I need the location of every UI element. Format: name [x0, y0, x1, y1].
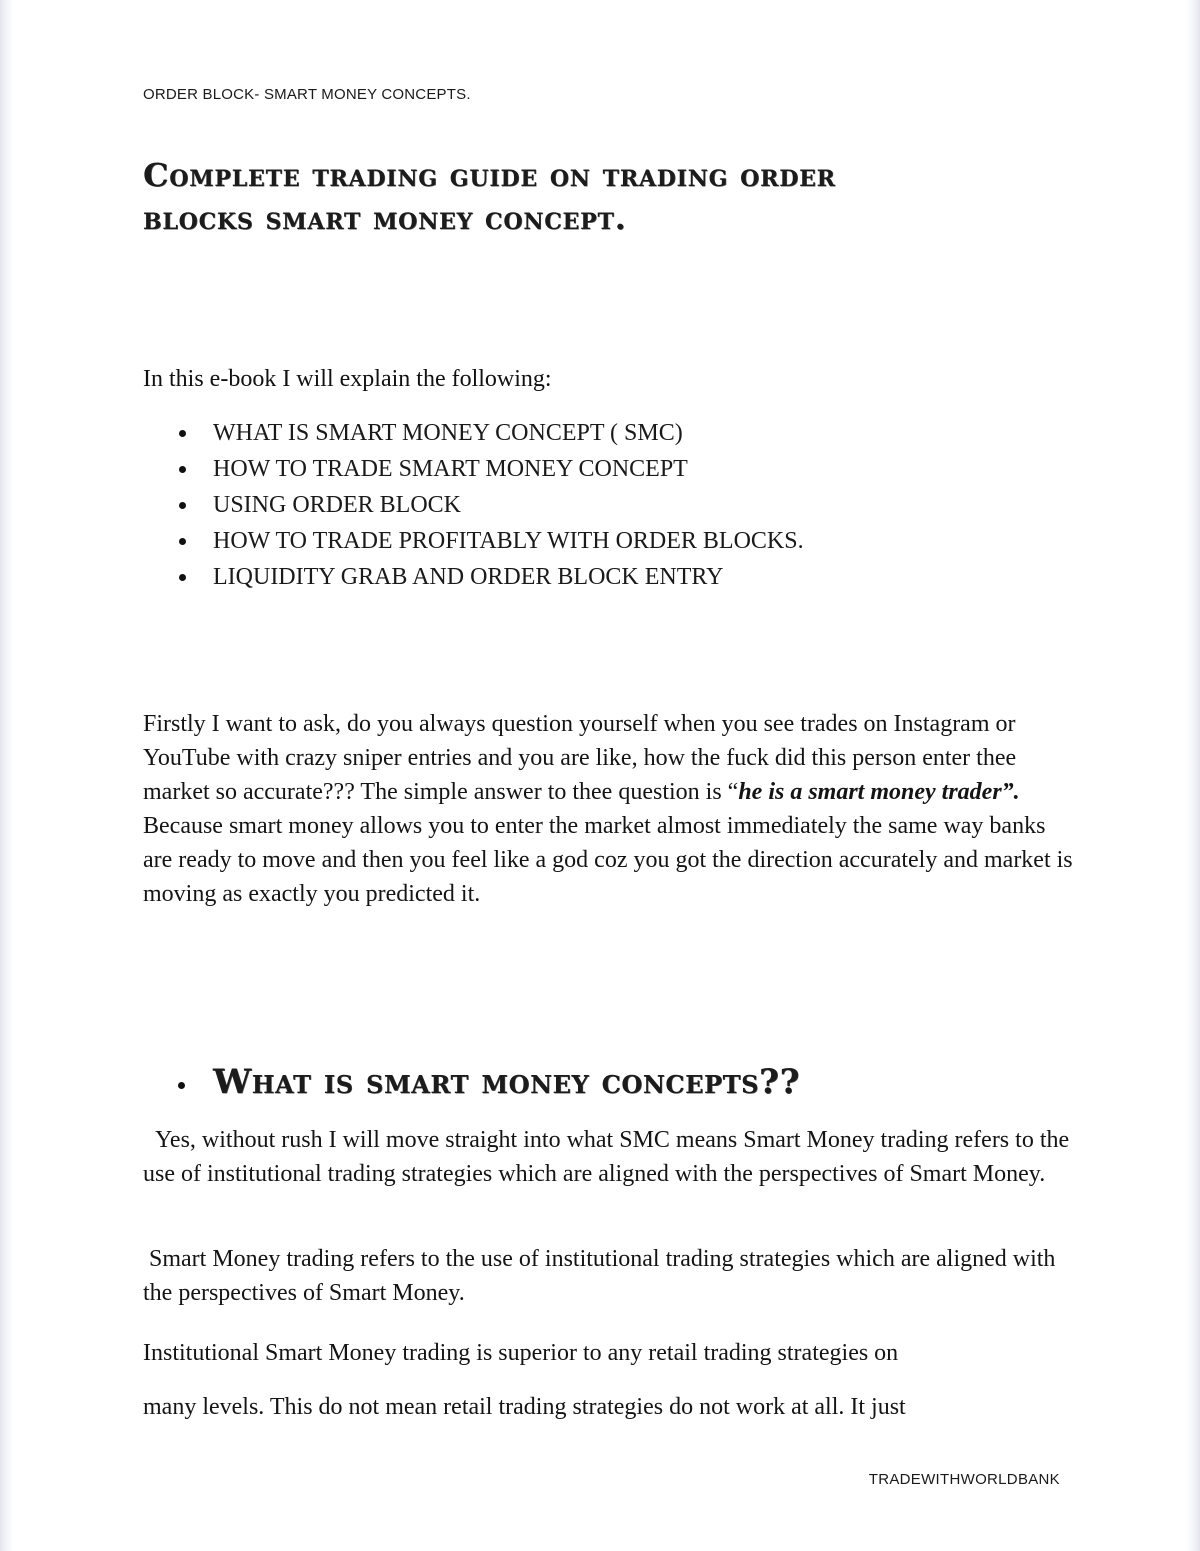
- intro-text: In this e-book I will explain the following:: [143, 366, 552, 392]
- bullet-icon: [179, 574, 186, 581]
- list-item-text: HOW TO TRADE PROFITABLY WITH ORDER BLOCKS.: [213, 528, 804, 554]
- topic-list: [176, 415, 804, 595]
- page-edge-left: [0, 0, 14, 1551]
- bullet-icon: [178, 1082, 185, 1089]
- page-edge-right: [1186, 0, 1200, 1551]
- bullet-icon: [179, 466, 186, 473]
- smart-money-trader-emphasis: he is a smart money trader”.: [738, 779, 1020, 805]
- bullet-icon: [179, 502, 186, 509]
- list-item: [176, 487, 804, 523]
- bullet-icon: [179, 430, 186, 437]
- section-heading-smc: [176, 1058, 800, 1106]
- list-item-text: USING ORDER BLOCK: [213, 492, 462, 518]
- list-item: [176, 559, 804, 595]
- paragraph-institutional-line-2: many levels. This do not mean retail trading strategies do not work at all. It just: [143, 1394, 906, 1420]
- list-item: [176, 415, 804, 451]
- paragraph-sniper-entries-end: Because smart money allows you to enter the market almost immediately the same way banks are ready to move and then you feel like a god coz you got the direction accurately and market is moving as exactly you predicted it.: [143, 813, 1073, 907]
- running-footer: TRADEWITHWORLDBANK: [868, 1471, 1060, 1488]
- document-title-line-2: blocks smart money concept.: [143, 199, 627, 237]
- document-title: [143, 154, 1043, 240]
- paragraph-sniper-entries-start: Firstly I want to ask, do you always question yourself when you see trades on Instagram or YouTube with crazy sniper entries and you are like, how the fuck did this person enter thee market so accurate??? The simple answer to thee question is “: [143, 711, 1017, 805]
- bullet-icon: [179, 538, 186, 545]
- paragraph-smart-money-trading: Smart Money trading refers to the use of institutional trading strategies which are aligned with the perspectives of Smart Money.: [143, 1246, 1056, 1306]
- paragraph-sniper-entries: [143, 707, 1073, 911]
- list-item: [176, 523, 804, 559]
- list-item-text: WHAT IS SMART MONEY CONCEPT ( SMC): [213, 420, 683, 446]
- paragraph-institutional-line-1: Institutional Smart Money trading is superior to any retail trading strategies on: [143, 1340, 899, 1366]
- paragraph-institutional-trading: [143, 1326, 1073, 1434]
- list-item-text: LIQUIDITY GRAB AND ORDER BLOCK ENTRY: [213, 564, 724, 590]
- list-item: [176, 451, 804, 487]
- document-title-line-1: Complete trading guide on trading order: [143, 156, 836, 194]
- paragraph-smc-definition: Yes, without rush I will move straight into what SMC means Smart Money trading refers to the use of institutional trading strategies which are aligned with the perspectives of Smart Money.: [143, 1127, 1070, 1187]
- running-header: ORDER BLOCK- SMART MONEY CONCEPTS.: [143, 86, 471, 103]
- list-item-text: HOW TO TRADE SMART MONEY CONCEPT: [213, 456, 688, 482]
- section-heading-text: What is smart money concepts??: [213, 1062, 801, 1102]
